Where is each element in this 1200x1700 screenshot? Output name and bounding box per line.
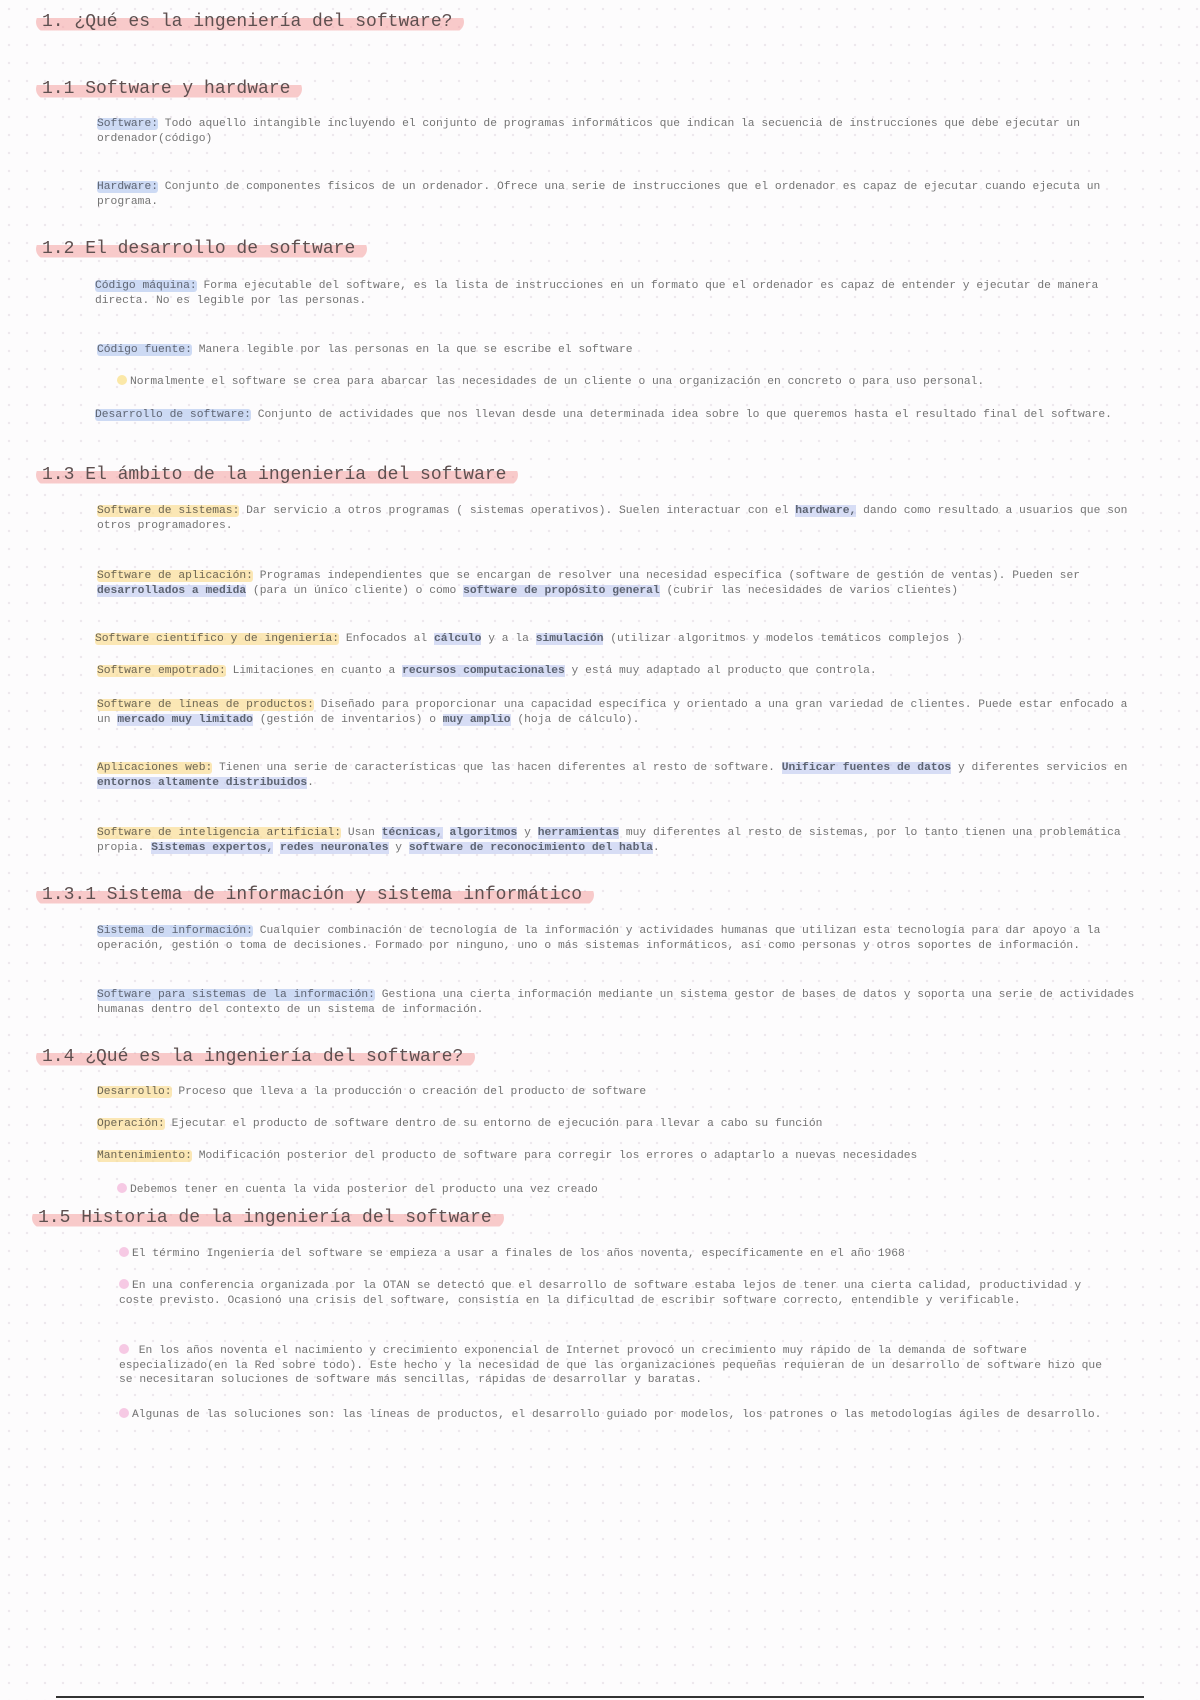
- section-1-title: 1. ¿Qué es la ingeniería del software?: [36, 11, 464, 33]
- history-item-3: En los años noventa el nacimiento y crecimiento exponencial de Internet provocó un crecimiento muy rápido de la demanda de software especializado(en la Red sobre todo). Este hecho y la necesidad de que las organizaciones pequeñas requieran de un desarrollo de software hizo que se necesitaran soluciones de software más sencillas, rápidas de desarrollar y baratas.: [119, 1345, 1102, 1386]
- term-software-empotrado: Software empotrado:: [97, 665, 226, 677]
- term-software-lineas: Software de líneas de productos:: [97, 699, 314, 711]
- term-sistema-informacion: Sistema de información:: [97, 925, 253, 937]
- bullet-dot: [119, 1408, 129, 1418]
- term-software-ia: Software de inteligencia artificial:: [97, 827, 342, 839]
- note-vida-posterior: Debemos tener en cuenta la vida posterior del producto una vez creado: [117, 1183, 1157, 1198]
- definition-operacion: Operación: Ejecutar el producto de software dentro de su entorno de ejecución para llevar a cabo su función: [97, 1118, 823, 1130]
- term-software-aplicacion: Software de aplicación:: [97, 570, 253, 582]
- bullet-dot: [119, 1247, 129, 1257]
- term-software: Software:: [97, 118, 159, 130]
- term-codigo-maquina: Código máquina:: [95, 280, 197, 292]
- definition-software-ia: Software de inteligencia artificial: Usan técnicas, algoritmos y herramientas muy diferentes al resto de sistemas, por lo tanto tienen una problemática propia. Sistemas expertos, redes neuronales y software de reconocimiento del habla.: [97, 827, 1121, 854]
- bullet-dot: [119, 1279, 129, 1289]
- definition-software-lineas: Software de líneas de productos: Diseñado para proporcionar una capacidad específica y orientado a una gran variedad de clientes. Puede estar enfocado a un mercado muy limitado (gestión de inventarios) o muy amplio (hoja de cálculo).: [97, 699, 1128, 726]
- term-software-cientifico: Software científico y de ingeniería:: [95, 633, 340, 645]
- term-software-sistemas: Software de sistemas:: [97, 505, 240, 517]
- term-desarrollo-software: Desarrollo de software:: [95, 409, 251, 421]
- history-item-4: Algunas de las soluciones son: las líneas de productos, el desarrollo guiado por modelos, los patrones o las metodologías ágiles de desarrollo.: [119, 1408, 1119, 1423]
- history-item-1: El término Ingeniería del software se empieza a usar a finales de los años noventa, específicamente en el año 1968: [119, 1247, 1159, 1262]
- term-software-sistemas-informacion: Software para sistemas de la información:: [97, 989, 375, 1001]
- term-hardware: Hardware:: [97, 181, 159, 193]
- section-1-2-title: 1.2 El desarrollo de software: [36, 238, 367, 260]
- definition-desarrollo: Desarrollo: Proceso que lleva a la producción o creación del producto de software: [97, 1086, 647, 1098]
- term-codigo-fuente: Código fuente:: [97, 344, 192, 356]
- term-mantenimiento: Mantenimiento:: [97, 1150, 192, 1162]
- definition-software-cientifico: Software científico y de ingeniería: Enfocados al cálculo y a la simulación (utilizar algoritmos y modelos temáticos complejos ): [95, 633, 963, 645]
- definition-hardware: Hardware: Conjunto de componentes físicos de un ordenador. Ofrece una serie de instrucciones que el ordenador es capaz de ejecutar cuando ejecuta un programa.: [97, 181, 1101, 208]
- section-1-3-title: 1.3 El ámbito de la ingeniería del software: [36, 464, 518, 486]
- definition-software: Software: Todo aquello intangible incluyendo el conjunto de programas informáticos que indican la secuencia de instrucciones que debe ejecutar un ordenador(código): [97, 118, 1080, 145]
- section-1-4-title: 1.4 ¿Qué es la ingeniería del software?: [36, 1046, 475, 1068]
- definition-software-empotrado: Software empotrado: Limitaciones en cuanto a recursos computacionales y está muy adaptado al producto que controla.: [97, 665, 877, 677]
- section-1-5-title: 1.5 Historia de la ingeniería del software: [32, 1207, 504, 1229]
- term-operacion: Operación:: [97, 1118, 165, 1130]
- bullet-dot: [119, 1344, 129, 1354]
- definition-codigo-maquina: Código máquina: Forma ejecutable del software, es la lista de instrucciones en un formato que el ordenador es capaz de entender y ejecutar de manera directa. No es legible por las personas.: [95, 280, 1099, 307]
- definition-aplicaciones-web: Aplicaciones web: Tienen una serie de características que las hacen diferentes al resto de software. Unificar fuentes de datos y diferentes servicios en entornos altamente distribuidos.: [97, 762, 1128, 789]
- definition-desarrollo-software: Desarrollo de software: Conjunto de actividades que nos llevan desde una determinada idea sobre lo que queremos hasta el resultado final del software.: [95, 409, 1112, 421]
- history-item-2: En una conferencia organizada por la OTAN se detectó que el desarrollo de software estaba lejos de tener una cierta calidad, productividad y coste previsto. Ocasionó una crisis del software, consistía en la dificultad de escribir software correcto, entendible y verificable.: [119, 1280, 1082, 1307]
- term-aplicaciones-web: Aplicaciones web:: [97, 762, 213, 774]
- page-bottom-rule: [56, 1696, 1144, 1698]
- term-desarrollo: Desarrollo:: [97, 1086, 172, 1098]
- bullet-dot: [117, 1183, 127, 1193]
- definition-mantenimiento: Mantenimiento: Modificación posterior del producto de software para corregir los errores o adaptarlo a nuevas necesidades: [97, 1150, 918, 1162]
- section-1-1-title: 1.1 Software y hardware: [36, 78, 302, 100]
- section-1-3-1-title: 1.3.1 Sistema de información y sistema informático: [36, 884, 594, 906]
- definition-software-aplicacion: Software de aplicación: Programas independientes que se encargan de resolver una necesidad específica (software de gestión de ventas). Pueden ser desarrollados a medida (para un único cliente) o como software de propósito general (cubrir las necesidades de varios clientes): [97, 570, 1081, 597]
- definition-sistema-informacion: Sistema de información: Cualquier combinación de tecnología de la información y actividades humanas que utilizan esta tecnología para dar apoyo a la operación, gestión o toma de decisiones. Formado por ninguno, uno o más sistemas informáticos, así como personas y otros soportes de información.: [97, 925, 1101, 952]
- definition-software-sistemas: Software de sistemas: Dar servicio a otros programas ( sistemas operativos). Suelen interactuar con el hardware, dando como resultado a usuarios que son otros programadores.: [97, 505, 1128, 532]
- definition-software-sistemas-informacion: Software para sistemas de la información: Gestiona una cierta información mediante un sistema gestor de bases de datos y soporta una serie de actividades humanas dentro del contexto de un sistema de información.: [97, 989, 1135, 1016]
- bullet-dot: [117, 375, 127, 385]
- note-necesidades: Normalmente el software se crea para abarcar las necesidades de un cliente o una organización en concreto o para uso personal.: [117, 375, 1137, 390]
- definition-codigo-fuente: Código fuente: Manera legible por las personas en la que se escribe el software: [97, 344, 633, 356]
